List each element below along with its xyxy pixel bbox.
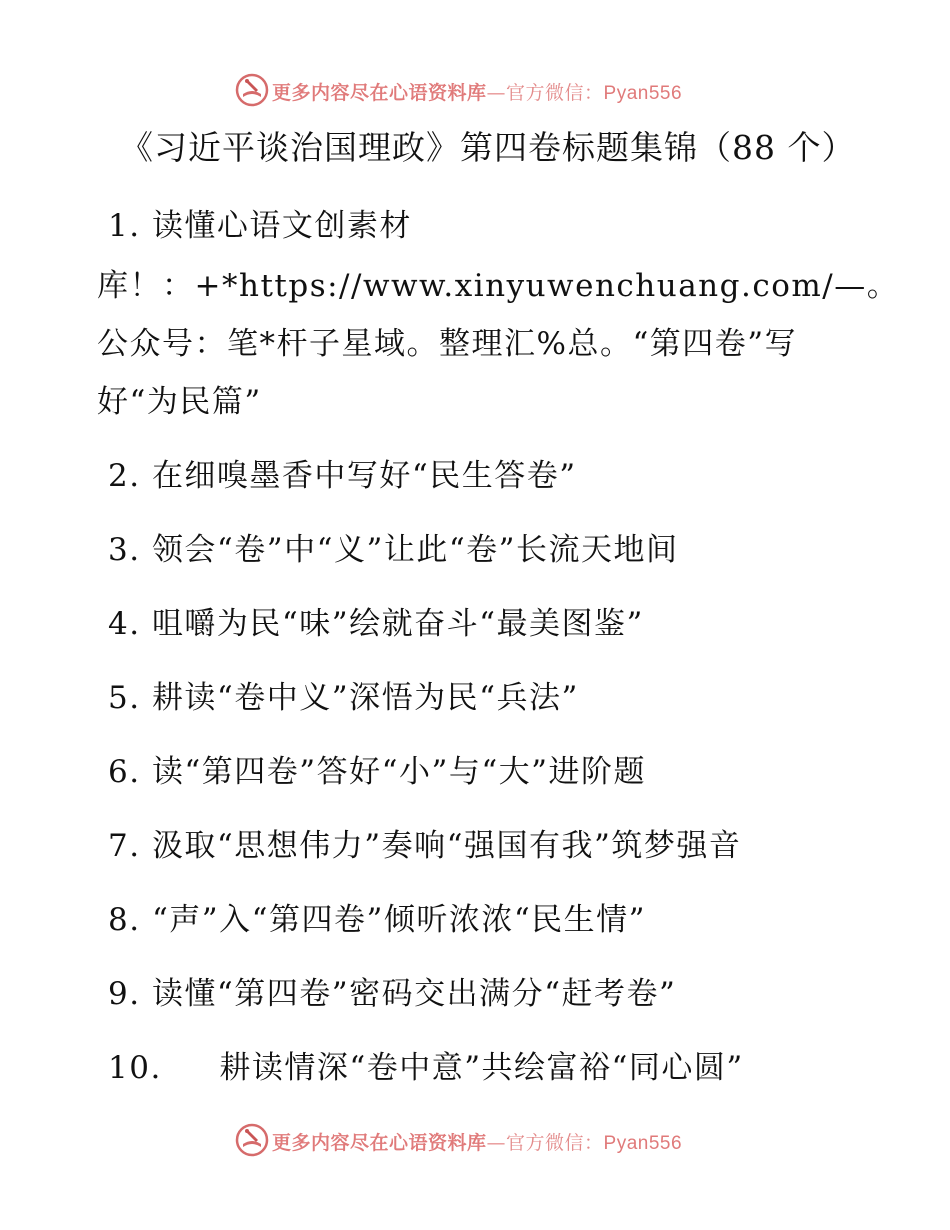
watermark-text xyxy=(272,78,682,105)
watermark-banner-bottom xyxy=(0,1120,950,1160)
watermark-main: 更多内容尽在心语资料库 xyxy=(272,1132,487,1154)
item-number: 2. xyxy=(108,458,141,494)
item-text: 咀嚼为民“味”绘就奋斗“最美图鉴” xyxy=(151,606,644,642)
watermark-id: Pyan556 xyxy=(603,83,683,104)
list-item-6 xyxy=(108,746,646,791)
watermark-main: 更多内容尽在心语资料库 xyxy=(272,82,487,104)
item-number: 1. xyxy=(108,208,141,244)
item-text: “声”入“第四卷”倾听浓浓“民生情” xyxy=(151,902,647,938)
item-text: 读懂“第四卷”密码交出满分“赶考卷” xyxy=(151,976,677,1012)
watermark-id: Pyan556 xyxy=(603,1133,683,1154)
list-item-3 xyxy=(108,524,679,569)
item-number: 7. xyxy=(108,828,141,864)
watermark-label: 官方微信： xyxy=(506,82,604,104)
item-text: 在细嗅墨香中写好“民生答卷” xyxy=(151,458,577,494)
watermark-text xyxy=(272,1128,682,1155)
watermark-banner-top xyxy=(0,70,950,110)
item-1-continuation-line-3: 公众号：笔*杆子星域。整理汇%总。“第四卷”写 xyxy=(97,326,798,362)
item-1-continuation-line-2: 库！：+*https://www.xinyuwenchuang.com/—。 xyxy=(97,268,900,304)
item-number: 8. xyxy=(108,902,141,938)
list-item-9 xyxy=(108,968,676,1013)
item-text: 耕读“卷中义”深悟为民“兵法” xyxy=(151,680,579,716)
book-quill-logo-icon xyxy=(234,1122,270,1158)
list-item-2 xyxy=(108,450,577,495)
item-text: 汲取“思想伟力”奏响“强国有我”筑梦强音 xyxy=(151,828,742,864)
item-text: 耕读情深“卷中意”共绘富裕“同心圆” xyxy=(219,1050,744,1086)
list-item-10 xyxy=(108,1042,744,1087)
item-number: 3. xyxy=(108,532,141,568)
item-number: 6. xyxy=(108,754,141,790)
item-text: 读“第四卷”答好“小”与“大”进阶题 xyxy=(151,754,647,790)
item-number: 10. xyxy=(108,1050,162,1086)
document-title: 《习近平谈治国理政》第四卷标题集锦（88 个） xyxy=(120,128,856,167)
list-item-7 xyxy=(108,820,741,865)
item-text: 读懂心语文创素材 xyxy=(151,208,412,244)
item-text: 领会“卷”中“义”让此“卷”长流天地间 xyxy=(151,532,679,568)
item-number: 5. xyxy=(108,680,141,716)
watermark-separator: — xyxy=(486,82,507,104)
item-number: 4. xyxy=(108,606,141,642)
book-quill-logo-icon xyxy=(234,72,270,108)
item-1-continuation-line-4: 好“为民篇” xyxy=(97,384,262,420)
watermark-separator: — xyxy=(486,1132,507,1154)
list-item-5 xyxy=(108,672,579,717)
list-item-1 xyxy=(108,200,412,245)
list-item-4 xyxy=(108,598,644,643)
list-item-8 xyxy=(108,894,646,939)
watermark-label: 官方微信： xyxy=(506,1132,604,1154)
item-number: 9. xyxy=(108,976,141,1012)
